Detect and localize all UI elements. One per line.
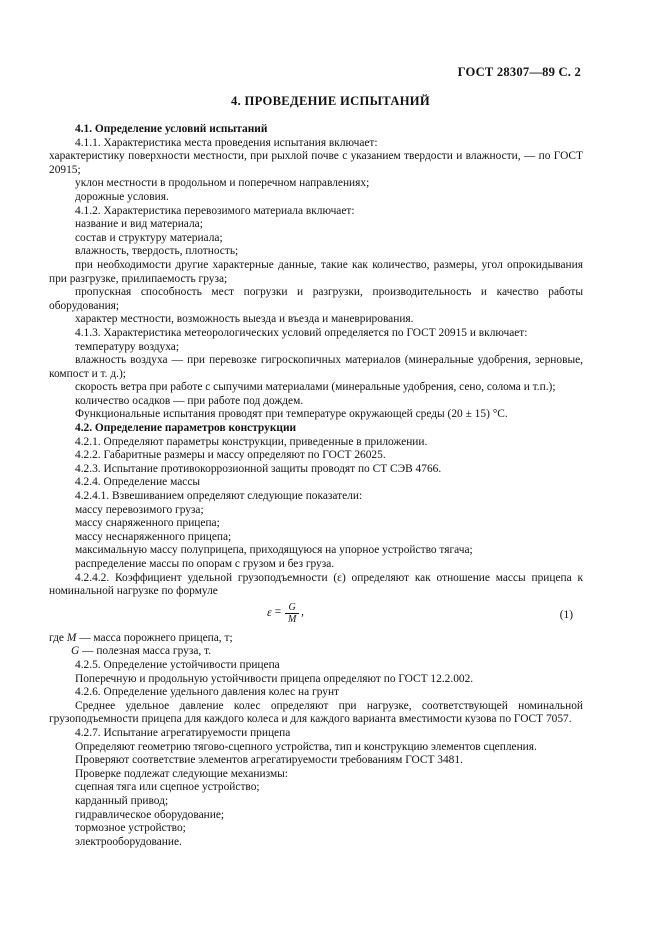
paragraph: карданный привод; <box>75 794 169 807</box>
paragraph: название и вид материала; <box>75 218 203 231</box>
paragraph: 4.2.2. Габаритные размеры и массу определяют по ГОСТ 26025. <box>75 449 386 462</box>
where-variable: M <box>66 631 77 644</box>
paragraph: 4.2.7. Испытание агрегатируемости прицепа <box>75 726 291 739</box>
paragraph: массу перевозимого груза; <box>75 503 204 516</box>
paragraph: электрооборудование. <box>75 835 182 848</box>
paragraph: влажность воздуха — при перевозке гигроскопичных материалов (минеральные удобрения, зерновые, компост и т. д.); <box>49 354 583 380</box>
paragraph: гидравлическое оборудование; <box>75 808 225 821</box>
where-line <box>49 632 583 646</box>
paragraph: при необходимости другие характерные данные, такие как количество, размеры, угол опрокидывания при разгрузке, прилипаемость груза; <box>49 258 583 285</box>
paragraph: 4.2.1. Определяют параметры конструкции, приведенные в приложении. <box>75 435 428 448</box>
paragraph: состав и структуру материала; <box>75 231 223 244</box>
paragraph: тормозное устройство; <box>75 822 186 835</box>
paragraph: количество осадков — при работе под дождем. <box>75 394 304 407</box>
paragraph: Проверке подлежат следующие механизмы: <box>75 767 288 780</box>
where-prefix: где <box>49 631 64 644</box>
paragraph: Среднее удельное давление колес определяют при нагрузке, соответствующей номинальной грузоподъемности прицепа для каждого колеса и для каждого варианта вместимости кузова по ГОСТ 7057. <box>49 699 583 726</box>
paragraph: 4.2.5. Определение устойчивости прицепа <box>75 658 280 671</box>
where-text: — масса порожнего прицепа, т; <box>79 631 233 644</box>
paragraph: влажность, твердость, плотность; <box>75 245 239 258</box>
paragraph: 4.1.2. Характеристика перевозимого материала включает: <box>75 204 355 217</box>
formula-block <box>49 600 583 630</box>
paragraph: 4.2.6. Определение удельного давления колес на грунт <box>75 686 340 699</box>
paragraph: сцепная тяга или сцепное устройство; <box>75 781 260 794</box>
paragraph: Определяют геометрию тягово-сцепного устройства, тип и конструкцию элементов сцепления. <box>75 740 537 753</box>
document-body <box>49 123 583 849</box>
paragraph: Поперечную и продольную устойчивости прицепа определяют по ГОСТ 12.2.002. <box>75 672 474 685</box>
paragraph: Проверяют соответствие элементов агрегатируемости требованиям ГОСТ 3481. <box>75 754 463 767</box>
paragraph: 4.2.4.1. Взвешиванием определяют следующие показатели: <box>75 490 363 503</box>
formula-expression <box>267 602 304 625</box>
where-text: — полезная масса груза, т. <box>82 645 212 658</box>
formula-comma: , <box>301 606 305 619</box>
paragraph: 4.2.4.2. Коэффициент удельной грузоподъемности (ε) определяют как отношение массы прицепа к номинальной нагрузке по формуле <box>49 571 583 598</box>
where-variable: G <box>71 645 80 658</box>
paragraph: максимальную массу полуприцепа, приходящуюся на упорное устройство тягача; <box>75 544 473 557</box>
paragraph: характеристику поверхности местности, при рыхлой почве с указанием твердости и влажности, — по ГОСТ 20915; <box>49 150 583 176</box>
paragraph: скорость ветра при работе с сыпучими материалами (минеральные удобрения, сено, солома и т.п.); <box>75 381 556 394</box>
section-title: 4. ПРОВЕДЕНИЕ ИСПЫТАНИЙ <box>230 94 430 108</box>
formula-lhs: ε <box>267 605 272 620</box>
formula-denominator: M <box>288 613 297 625</box>
formula-equals: = <box>274 606 282 619</box>
where-line <box>49 645 583 659</box>
paragraph: дорожные условия. <box>75 190 169 203</box>
page-header: ГОСТ 28307—89 С. 2 <box>457 65 581 79</box>
paragraph: массу снаряженного прицепа; <box>75 517 220 530</box>
paragraph: 4.2.3. Испытание противокоррозионной защиты проводят по СТ СЭВ 4766. <box>75 462 442 475</box>
formula-number: (1) <box>559 608 573 621</box>
paragraph: характер местности, возможность выезда и въезда и маневрирования. <box>75 313 414 326</box>
subsection-heading: 4.1. Определение условий испытаний <box>75 123 268 135</box>
paragraph: уклон местности в продольном и поперечном направлениях; <box>75 177 370 190</box>
formula-numerator: G <box>288 601 296 613</box>
paragraph: массу неснаряженного прицепа; <box>75 530 232 543</box>
paragraph: пропускная способность мест погрузки и разгрузки, производительность и качество работы оборудования; <box>49 286 583 312</box>
paragraph: температуру воздуха; <box>75 340 180 353</box>
formula-fraction <box>285 602 299 625</box>
subsection-heading: 4.2. Определение параметров конструкции <box>75 422 297 435</box>
paragraph: 4.2.4. Определение массы <box>75 476 201 489</box>
paragraph: Функциональные испытания проводят при температуре окружающей среды (20 ± 15) °С. <box>75 408 508 421</box>
paragraph: 4.1.3. Характеристика метеорологических условий определяется по ГОСТ 20915 и включает: <box>75 326 528 339</box>
paragraph: 4.1.1. Характеристика места проведения испытания включает: <box>75 136 378 149</box>
paragraph: распределение массы по опорам с грузом и без груза. <box>75 558 335 570</box>
